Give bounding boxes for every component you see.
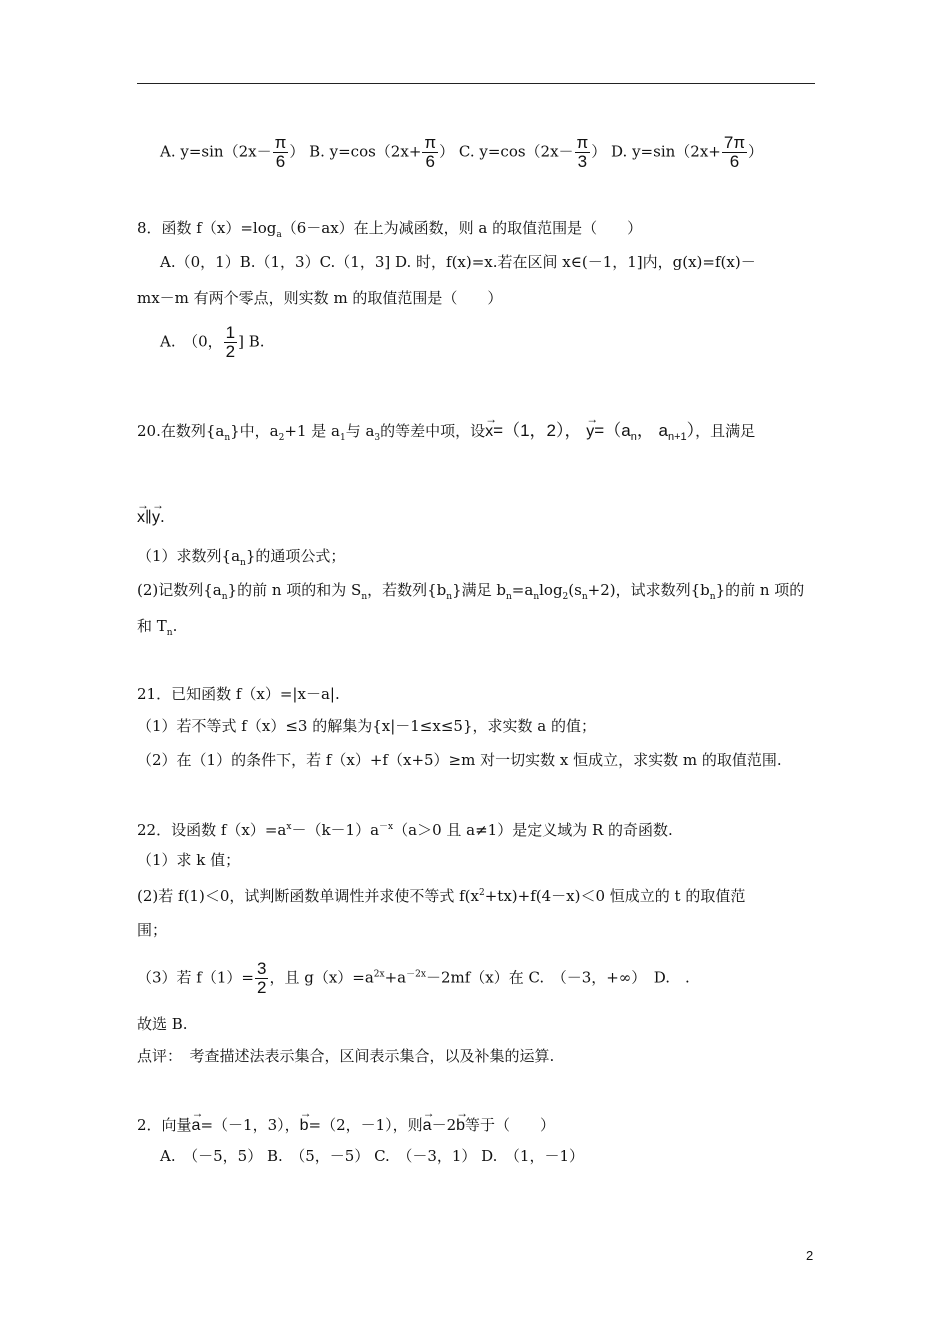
vector-b: → b	[456, 1112, 465, 1136]
sub: n	[709, 592, 716, 602]
frac-num: 1	[225, 323, 236, 342]
frac-num: π	[576, 133, 589, 152]
q8-options: A.（0，1）B.（1，3）C.（1，3] D. 时，f(x)=x.若在区间 x∈(－1，1]内，g(x)=f(x)－	[160, 253, 756, 271]
q22-part1: （1）求 k 值；	[137, 851, 241, 869]
q7-frac-a	[273, 134, 289, 171]
frac-den: 6	[275, 152, 286, 171]
t: ，若数列{b	[367, 581, 447, 599]
vector-y: → y	[152, 504, 160, 528]
sub: 3	[374, 433, 381, 443]
t: .	[172, 617, 178, 635]
frac-num: π	[274, 133, 287, 152]
t: 2．向量	[137, 1116, 192, 1134]
q8-opt-a-pre: A. （0，	[160, 332, 223, 351]
q8-log-base: a	[276, 230, 282, 240]
frac-den: 2	[225, 342, 236, 361]
sup: －x	[379, 822, 394, 832]
sub: n	[221, 592, 228, 602]
q8-frac	[224, 324, 237, 361]
q8-stem-text: 8．函数 f（x）=log	[137, 219, 277, 237]
q8-opt-a-post: ] B.	[238, 332, 265, 351]
q20-part1	[137, 546, 345, 573]
t: 等于（ ）	[465, 1116, 556, 1134]
q8-continuation: mx－m 有两个零点，则实数 m 的取值范围是（ ）	[137, 289, 503, 307]
t: }的前 n 项的和为 S	[227, 581, 362, 599]
sub: n	[446, 592, 453, 602]
sup: 2	[479, 888, 485, 898]
q7-opt-a: A. y=sin（2x－	[160, 142, 272, 161]
q7-frac-b	[422, 134, 438, 171]
sub: n	[240, 558, 246, 568]
frac-den: 6	[729, 152, 740, 171]
sub: n+1	[668, 431, 687, 443]
t: 和 T	[137, 617, 167, 635]
q20-p1-text: }的通项公式；	[245, 547, 346, 565]
t: (2)记数列{a	[137, 581, 222, 599]
q22-frac	[255, 960, 268, 997]
sub: n	[630, 431, 637, 443]
t: ，且 g（x）=a	[269, 968, 374, 987]
page-number: 2	[806, 1248, 814, 1263]
sup: 2x	[373, 969, 385, 980]
t: (s	[568, 581, 582, 599]
t: }的前 n 项的	[715, 581, 805, 599]
sub: n	[361, 592, 368, 602]
q22-part3	[137, 960, 690, 997]
q22-stem	[137, 817, 673, 840]
sub: n	[166, 628, 173, 638]
frac-den: 6	[425, 152, 435, 171]
sub: n	[533, 592, 540, 602]
q22-part2	[137, 883, 745, 906]
header-rule	[137, 83, 815, 84]
frac-den: 3	[577, 152, 588, 171]
q20-text: 20.在数列{a	[137, 422, 225, 440]
parallel-symbol: ∥	[145, 508, 152, 526]
q7-opt-d: ） D. y=sin（2x+	[591, 142, 721, 161]
vector-a: → a	[192, 1112, 201, 1136]
t: －2mf（x）在 C. （－3，+∞） D. .	[425, 968, 690, 987]
q8-stem-text-2: （6－ax）在上为减函数，则 a 的取值范围是（ ）	[281, 219, 643, 237]
frac-den: 2	[256, 978, 267, 997]
answer-line: 故选 B.	[137, 1015, 188, 1033]
t: =（2，－1），则	[308, 1116, 423, 1134]
q21-part2: （2）在（1）的条件下，若 f（x）+f（x+5）≥m 对一切实数 x 恒成立，求实数 m 的取值范围.	[137, 751, 782, 769]
q2-options: A. （－5，5） B. （5，－5） C. （－3，1） D. （1，－1）	[160, 1147, 585, 1165]
t: +tx)+f(4－x)＜0 恒成立的 t 的取值范	[484, 887, 746, 905]
frac-num: 3	[256, 959, 267, 978]
vector-b: → b	[300, 1112, 309, 1136]
q20-p1-text: （1）求数列{a	[137, 547, 241, 565]
q20-parallel	[137, 504, 165, 528]
sup: －2x	[406, 969, 426, 980]
t: =（－1，3），	[200, 1116, 300, 1134]
q7-close: ）	[748, 142, 764, 161]
sub: 1	[339, 433, 346, 443]
q20-tail: ，且满足	[695, 422, 756, 440]
t: －（k－1）a	[291, 821, 380, 839]
q20-text: }中，a	[230, 422, 279, 440]
q21-part1: （1）若不等式 f（x）≤3 的解集为{x|－1≤x≤5}，求实数 a 的值；	[137, 717, 596, 735]
q21-stem: 21．已知函数 f（x）=|x－a|.	[137, 685, 340, 703]
sub: n	[224, 433, 231, 443]
sub: n	[581, 592, 588, 602]
sub: 2	[562, 592, 569, 602]
q20-text: +1 是 a	[284, 422, 340, 440]
q7-frac-d	[722, 134, 747, 171]
vector-y-close: ）	[686, 421, 696, 440]
t: （3）若 f（1）=	[137, 968, 254, 987]
frac-num: 7π	[723, 133, 746, 152]
vector-y-eq: =（a	[594, 421, 631, 440]
q20-stem	[137, 418, 755, 448]
period: .	[159, 508, 165, 526]
q20-text: 与 a	[345, 422, 375, 440]
t: （a＞0 且 a≠1）是定义域为 R 的奇函数.	[393, 821, 673, 839]
t: －2	[431, 1116, 457, 1134]
q8-stem	[137, 218, 642, 245]
sub: 2	[278, 433, 285, 443]
vector-y: → y	[586, 418, 594, 442]
q7-frac-c	[575, 134, 591, 171]
q7-opt-b: ） B. y=cos（2x+	[289, 142, 422, 161]
q22-part2-cont: 围；	[137, 921, 168, 939]
t: log	[539, 581, 563, 599]
frac-num: π	[424, 133, 437, 152]
vector-x: → x	[137, 504, 145, 528]
t: }满足 b	[452, 581, 506, 599]
q20-part2	[137, 580, 804, 607]
vector-x-value: =（1，2），	[493, 421, 582, 440]
sub: n	[506, 592, 512, 602]
t: =a	[511, 581, 534, 599]
t: (2)若 f(1)＜0，试判断函数单调性并求使不等式 f(x	[137, 887, 479, 905]
vector-y-mid: ， a	[636, 421, 668, 440]
comment-line: 点评： 考查描述法表示集合，区间表示集合，以及补集的运算.	[137, 1047, 555, 1065]
q7-opt-c: ） C. y=cos（2x－	[439, 142, 574, 161]
t: +a	[384, 968, 407, 987]
vector-x: → x	[485, 418, 493, 442]
vector-a: → a	[423, 1112, 432, 1136]
sup: x	[286, 822, 292, 832]
q7-options	[160, 134, 763, 171]
q2-stem	[137, 1112, 555, 1136]
t: +2)，试求数列{b	[587, 581, 710, 599]
q20-part2-cont	[137, 616, 177, 643]
q20-text: 的等差中项，设	[380, 422, 486, 440]
t: 22．设函数 f（x）=a	[137, 821, 287, 839]
q8-option-a	[160, 324, 265, 361]
